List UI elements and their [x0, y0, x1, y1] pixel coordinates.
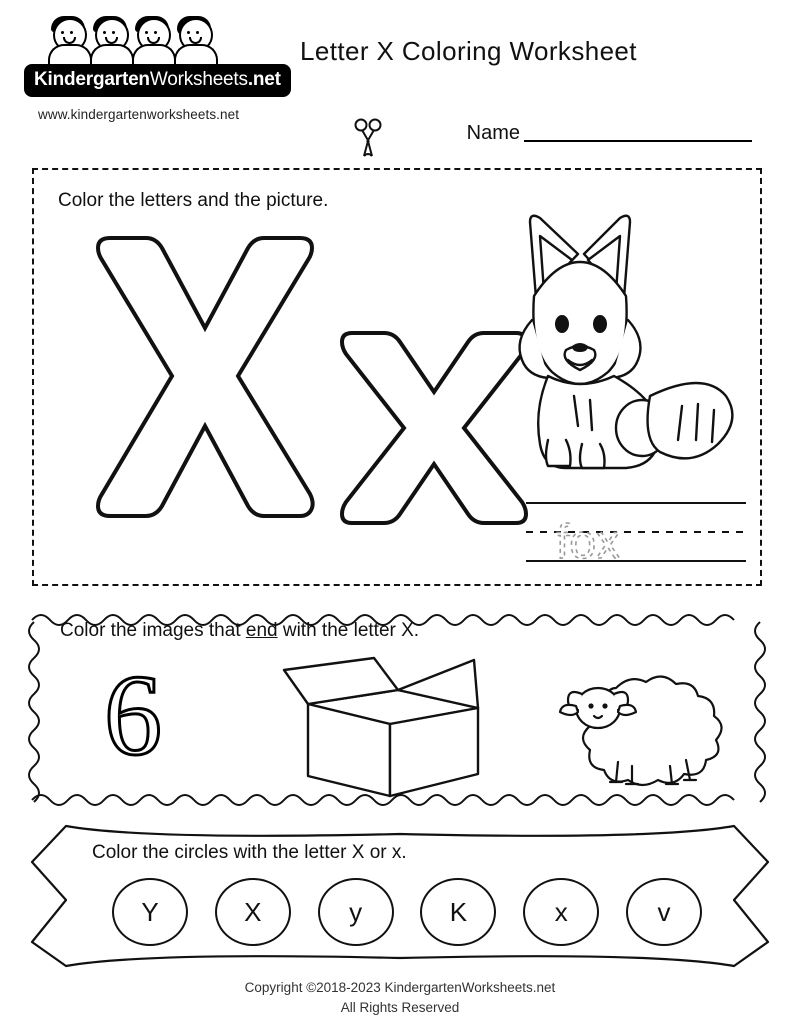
kid-figure-2 — [88, 18, 132, 64]
six-number-outline[interactable]: 6 — [104, 652, 162, 780]
section-color-letters — [32, 168, 762, 586]
letter-circle[interactable]: y — [318, 878, 394, 946]
site-url[interactable]: www.kindergartenworksheets.net — [38, 107, 240, 122]
section2-instruction — [60, 620, 419, 642]
scissors-icon — [350, 118, 386, 158]
name-label: Name — [466, 122, 520, 144]
page-footer — [0, 978, 800, 1017]
letter-circle[interactable]: X — [215, 878, 291, 946]
section2-instruction-part2: with the letter X. — [277, 620, 420, 641]
kids-illustration — [46, 14, 276, 64]
kid-figure-1 — [46, 18, 90, 64]
letter-circle[interactable]: Y — [112, 878, 188, 946]
copyright-text: Copyright ©2018-2023 KindergartenWorksheets.net — [244, 980, 556, 995]
fox-illustration[interactable] — [474, 200, 744, 485]
kid-figure-3 — [130, 18, 174, 64]
letter-circles-row — [112, 878, 702, 946]
page-title: Letter X Coloring Worksheet — [300, 36, 637, 66]
site-logo[interactable] — [24, 14, 294, 122]
section1-instruction: Color the letters and the picture. — [58, 190, 329, 211]
logo-text-net: .net — [247, 69, 281, 90]
section-end-with-x — [26, 606, 768, 814]
rights-text: All Rights Reserved — [340, 999, 460, 1015]
page-header — [0, 0, 800, 160]
kid-figure-4 — [172, 18, 216, 64]
letter-circle[interactable]: v — [626, 878, 702, 946]
letter-circle[interactable]: x — [523, 878, 599, 946]
logo-text-worksheets: Worksheets — [149, 69, 248, 90]
fox-trace-word[interactable] — [526, 500, 746, 564]
section2-instruction-underlined: end — [245, 620, 278, 641]
name-field[interactable] — [467, 122, 752, 145]
box-illustration[interactable] — [278, 654, 488, 809]
ram-illustration[interactable] — [546, 650, 736, 795]
uppercase-x-outline[interactable] — [90, 232, 320, 527]
section3-instruction: Color the circles with the letter X or x. — [92, 842, 407, 863]
trace-word-text: fox — [556, 516, 621, 564]
section-color-circles — [26, 822, 774, 970]
section2-instruction-part1: Color the images that — [60, 620, 246, 641]
logo-text-kindergarten: Kindergarten — [34, 69, 150, 90]
logo-wordmark — [24, 64, 291, 97]
letter-circle[interactable]: K — [420, 878, 496, 946]
name-blank-line[interactable] — [524, 124, 752, 142]
